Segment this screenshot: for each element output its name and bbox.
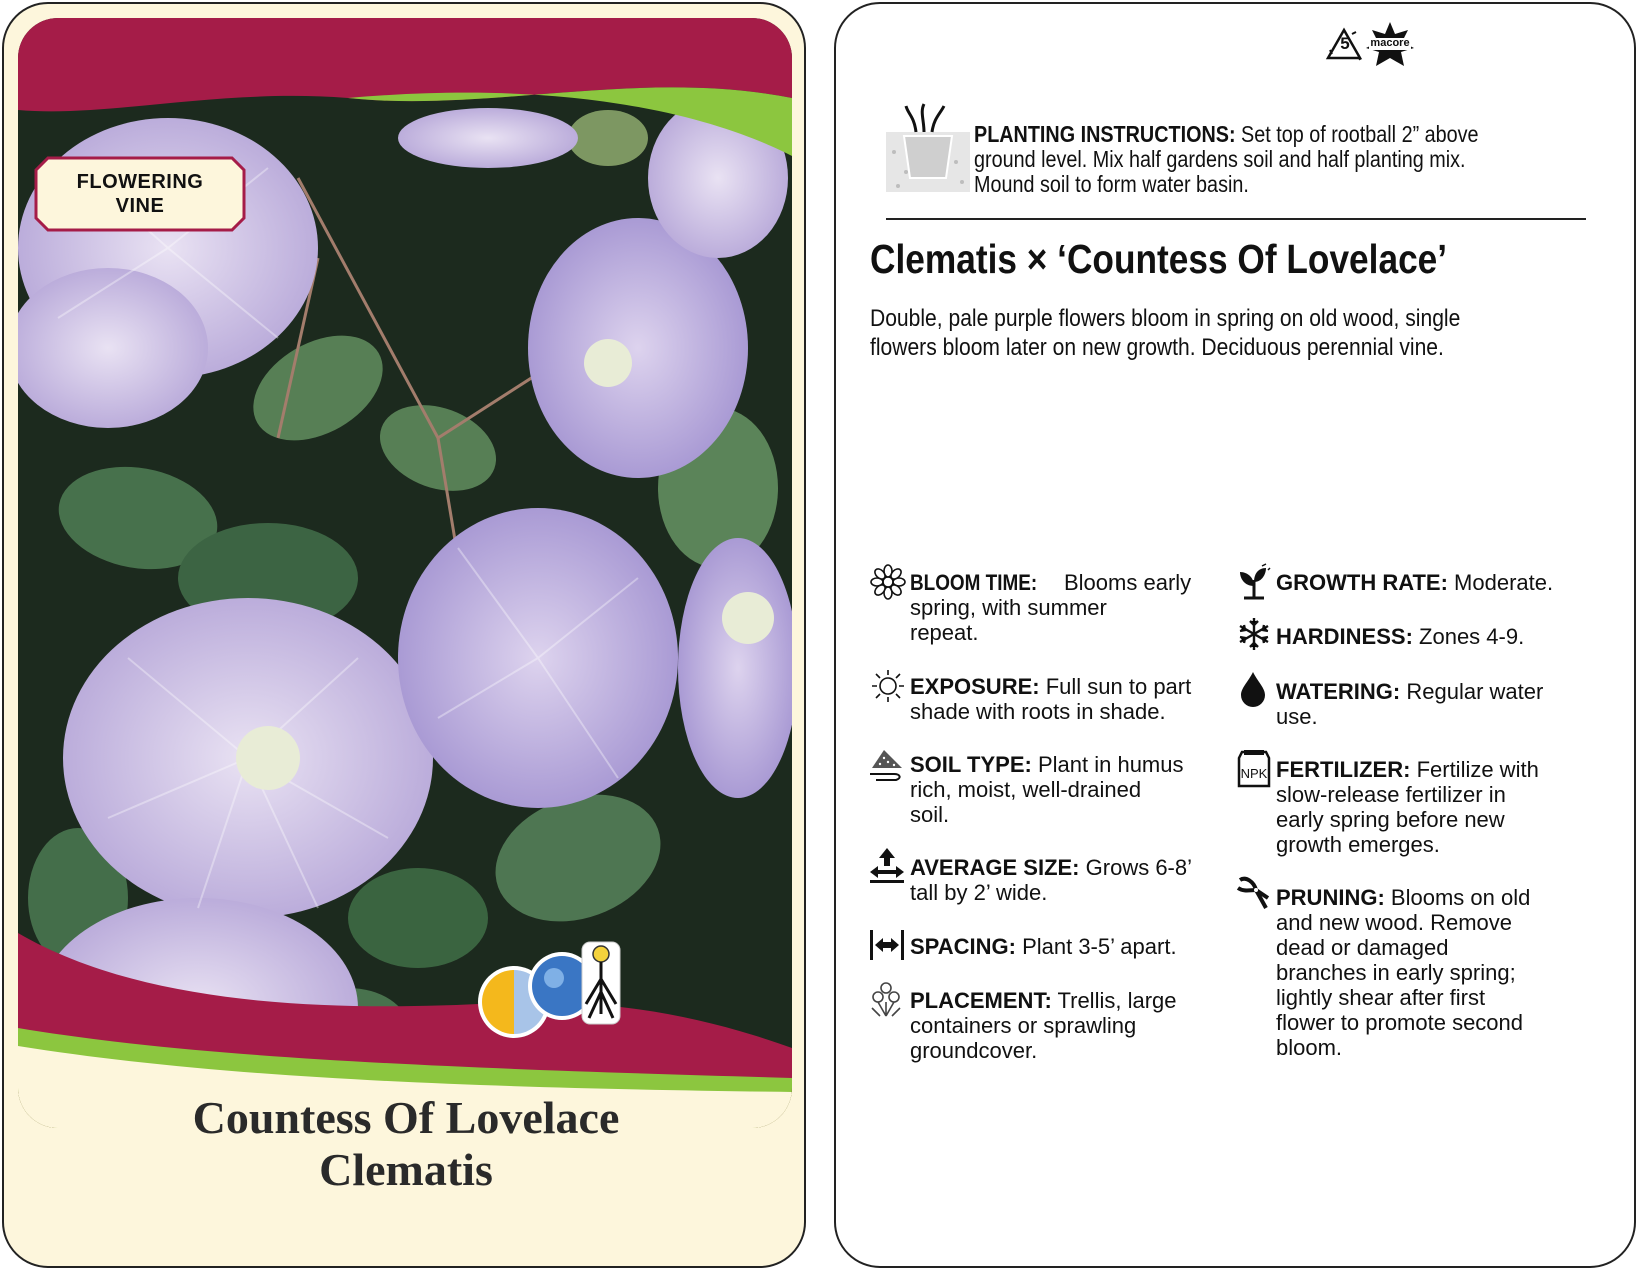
attr-label: FERTILIZER: [1276,757,1411,782]
attr-line: Blooms on old [1390,885,1531,910]
attr-line: branches in early spring; [1276,960,1516,985]
back-card [834,2,1636,1268]
attr-line: shade with roots in shade. [910,699,1166,724]
attr-label: EXPOSURE: [910,674,1040,699]
pruning-shears-icon [1236,874,1272,914]
attr-label: WATERING: [1276,679,1401,704]
attr-line: use. [1276,704,1318,729]
attr-label: HARDINESS: [1276,624,1413,649]
snowflake-icon [1236,616,1272,652]
attr-fertilizer [1276,757,1539,857]
front-card [2,2,806,1268]
attr-growth-rate [1276,570,1553,595]
attr-label: PRUNING: [1276,885,1385,910]
sun-icon [870,668,906,704]
size-arrows-icon [868,846,906,886]
attr-line: Full sun to part [1045,674,1192,699]
category-badge-text [34,170,246,218]
attr-bloom-time [910,570,1191,645]
attr-line: and new wood. Remove [1276,910,1513,935]
attr-line: Fertilize with [1416,757,1539,782]
botanical-name: Clematis × ‘Countess Of Lovelace’ [870,236,1448,282]
common-name [4,1092,806,1196]
attr-line: Blooms early [1064,570,1192,595]
badge-line-2: VINE [115,195,165,217]
attr-label: BLOOM TIME: [910,570,1038,595]
attr-watering [1276,679,1543,729]
planting-label: PLANTING INSTRUCTIONS: [974,121,1236,147]
attr-line: Plant in humus [1037,752,1184,777]
description-line-2: flowers bloom later on new growth. Deciduous perennial vine. [870,334,1444,361]
planting-text-1: Set top of rootball 2” above [1241,121,1479,147]
attr-soil-type [910,752,1184,827]
attr-average-size [910,855,1192,905]
common-name-line-2: Clematis [319,1144,493,1195]
attr-line: rich, moist, well-drained [910,777,1142,802]
attr-line: Grows 6-8’ [1085,855,1192,880]
attr-line: soil. [910,802,950,827]
description-line-1: Double, pale purple flowers bloom in spring on old wood, single [870,305,1461,332]
attr-line: Plant 3-5’ apart. [1022,934,1177,959]
attr-label: GROWTH RATE: [1276,570,1448,595]
exposure-icons [474,934,624,1044]
attr-line: dead or damaged [1276,935,1449,960]
npk-fertilizer-icon [1236,748,1272,788]
flower-icon [870,564,906,600]
attr-line: early spring before new [1276,807,1505,832]
planting-text-2: ground level. Mix half gardens soil and half planting mix. [974,146,1466,172]
attr-line: Zones 4-9. [1419,624,1525,649]
attr-exposure [910,674,1191,724]
spacing-arrows-icon [868,928,906,962]
soil-trowel-icon [868,744,908,784]
attr-hardiness [1276,624,1524,649]
attr-line: repeat. [910,620,979,645]
attr-line: Trellis, large [1057,988,1177,1013]
plant-description [870,304,1575,362]
planting-instructions [974,122,1593,197]
attr-line: bloom. [1276,1035,1343,1060]
placement-icon [868,980,904,1018]
attr-line: groundcover. [910,1038,1038,1063]
planting-pot-icon [886,102,970,194]
npk-label: NPK [1240,766,1268,781]
recycle-number: 5 [1340,34,1350,53]
attr-label: AVERAGE SIZE: [910,855,1080,880]
attr-spacing [910,934,1177,959]
attr-line: containers or sprawling [910,1013,1137,1038]
attr-label: SOIL TYPE: [910,752,1032,777]
attr-line: growth emerges. [1276,832,1440,857]
attr-line: slow-release fertilizer in [1276,782,1506,807]
attr-line: lightly shear after first [1276,985,1486,1010]
divider [886,218,1586,220]
attr-pruning [1276,885,1530,1060]
water-drop-icon [1238,670,1268,708]
planting-text-3: Mound soil to form water basin. [974,171,1249,197]
attr-line: tall by 2’ wide. [910,880,1048,905]
flower-plant-icon [582,942,620,1024]
sprout-icon [1236,562,1272,600]
attr-label: PLACEMENT: [910,988,1052,1013]
badge-line-1: FLOWERING [76,171,204,193]
attr-line: flower to promote second [1276,1010,1524,1035]
attr-line: Moderate. [1454,570,1554,595]
attr-line: spring, with summer [910,595,1107,620]
attr-label: SPACING: [910,934,1016,959]
attr-placement [910,988,1177,1063]
macore-logo-text: macore [1370,37,1410,49]
attr-line: Regular water [1406,679,1544,704]
common-name-line-1: Countess Of Lovelace [192,1092,620,1143]
